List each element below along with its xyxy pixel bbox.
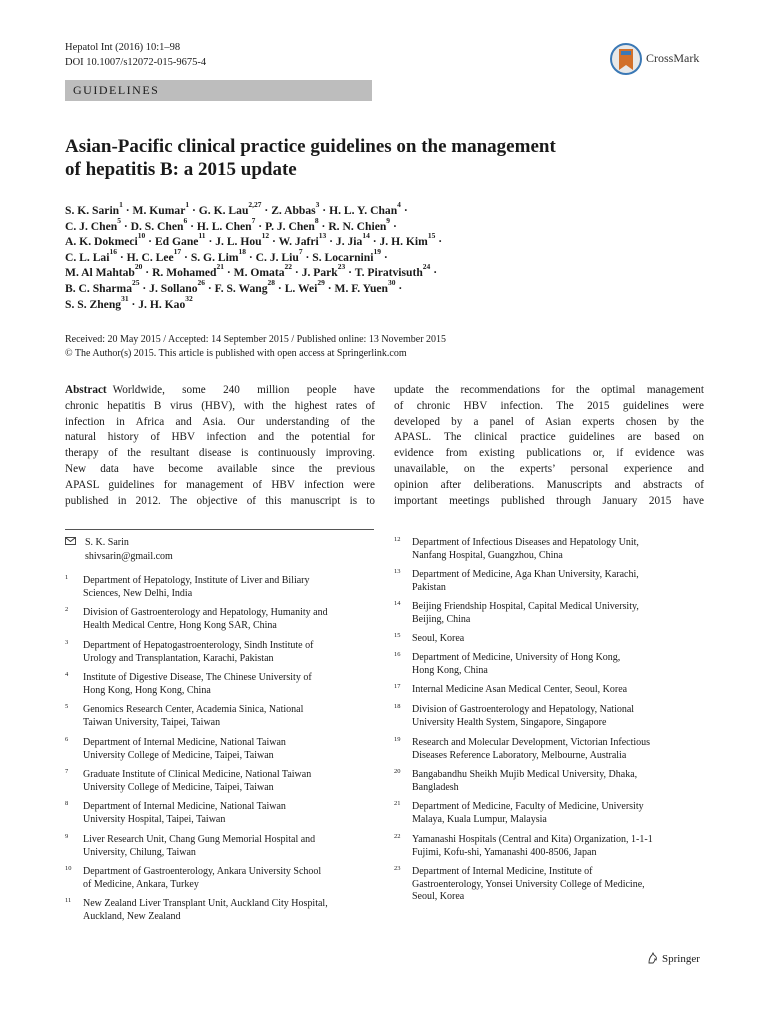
author-name: H. C. Lee [126, 250, 174, 264]
affiliation-line: Pakistan [412, 581, 446, 593]
author-separator: · [116, 250, 127, 264]
author-name: R. Mohamed [152, 266, 217, 280]
affiliation-line: Seoul, Korea [412, 891, 465, 903]
affiliation-number: 4 [65, 671, 69, 678]
affiliation-line: Department of Internal Medicine, Institute of [412, 866, 593, 877]
author-affiliation-ref[interactable]: 8 [314, 215, 319, 225]
abstract-text: infection in Africa and Asia. Our understanding of the [65, 415, 375, 428]
author-affiliation-ref[interactable]: 26 [197, 277, 205, 287]
affiliation-line: Urology and Transplantation, Karachi, Pakistan [83, 652, 274, 664]
affiliation-line: University College of Medicine, Taipei, Taiwan [83, 749, 274, 761]
affiliation-line: Nanfang Hospital, Guangzhou, China [412, 549, 563, 561]
author-name: J. H. Kim [379, 235, 428, 249]
affiliation-text [412, 704, 704, 729]
author-separator: · [302, 250, 313, 264]
affiliation-text [83, 866, 375, 891]
affiliation-line: Beijing Friendship Hospital, Capital Medical University, [412, 601, 639, 612]
affiliation-line: Department of Infectious Diseases and Hepatology Unit, [412, 537, 639, 548]
affiliation-text [412, 801, 704, 826]
author-separator: · [430, 266, 438, 280]
affiliation-line: Division of Gastroenterology and Hepatology, National [412, 704, 635, 715]
author-separator: · [400, 204, 408, 217]
author-affiliation-ref[interactable]: 21 [216, 262, 224, 272]
author-name: C. L. Lai [65, 250, 110, 264]
affiliation-line: University Health System, Singapore, Singapore [412, 716, 607, 728]
author-name: S. Locarnini [312, 250, 374, 264]
publisher-logo [647, 952, 700, 966]
abstract-text: therapy of the resultant disease is continuously improving. [65, 447, 375, 460]
author-name: H. L. Chen [196, 219, 252, 233]
affiliation-line: Graduate Institute of Clinical Medicine, National Taiwan [83, 769, 312, 780]
author-separator: · [345, 266, 355, 280]
affiliation-number: 1 [65, 574, 69, 581]
affiliation-line: Malaya, Kuala Lumpur, Malaysia [412, 813, 547, 825]
affiliation-line: Department of Internal Medicine, National Taiwan [83, 737, 286, 748]
author-separator: · [395, 281, 403, 295]
affiliation-text [412, 537, 704, 562]
author-affiliation-ref[interactable]: 11 [198, 231, 206, 241]
affiliation-text [412, 866, 704, 904]
journal-citation: Hepatol Int (2016) 10:1–98 [65, 42, 181, 53]
affiliation-line: Seoul, Korea [412, 633, 465, 644]
affiliation-line: Health Medical Centre, Hong Kong SAR, China [83, 619, 277, 631]
author-affiliation-ref[interactable]: 7 [298, 246, 303, 256]
affiliation-line: Auckland, New Zealand [83, 910, 181, 922]
affiliation-line: Liver Research Unit, Chang Gung Memorial Hospital and [83, 834, 316, 845]
affiliation-line: of Medicine, Ankara, Turkey [83, 878, 199, 890]
affiliation-number: 19 [394, 736, 401, 743]
author-name: S. S. Zheng [65, 297, 122, 311]
affiliation-number: 21 [394, 800, 401, 807]
affiliation-line: Division of Gastroenterology and Hepatology, Humanity and [83, 607, 328, 618]
author-affiliation-ref[interactable]: 32 [185, 293, 193, 303]
affiliation-number: 14 [394, 600, 401, 607]
affiliation-line: Genomics Research Center, Academia Sinica, National [83, 704, 304, 715]
affiliation-number: 8 [65, 800, 69, 807]
springer-horse-icon [647, 952, 659, 964]
author-affiliation-ref[interactable]: 30 [388, 277, 396, 287]
affiliation-text [83, 704, 375, 729]
affiliation-number: 11 [65, 897, 72, 904]
author-separator: · [319, 204, 330, 217]
author-name: P. J. Chen [265, 219, 315, 233]
title-line: of hepatitis B: a 2015 update [65, 159, 297, 180]
affiliation-number: 10 [65, 865, 72, 872]
affiliation-line: Taiwan University, Taipei, Taiwan [83, 716, 221, 728]
author-separator: · [120, 219, 131, 233]
abstract-text: unavailable, on the experts’ personal experience and [394, 462, 704, 475]
author-separator: · [324, 281, 335, 295]
author-affiliation-ref[interactable]: 18 [238, 246, 246, 256]
author-name: W. Jafri [278, 235, 319, 249]
author-name: J. Sollano [149, 281, 198, 295]
affiliation-line: Research and Molecular Development, Victorian Infectious [412, 737, 651, 748]
author-affiliation-ref[interactable]: 15 [427, 231, 436, 241]
author-name: Z. Abbas [271, 204, 316, 217]
author-separator: · [292, 266, 302, 280]
affiliation-line: Hong Kong, Hong Kong, China [83, 684, 211, 696]
author-separator: · [269, 235, 279, 249]
affiliation-text [412, 601, 704, 626]
author-name: J. Jia [335, 235, 363, 249]
author-affiliation-ref[interactable]: 16 [109, 246, 117, 256]
author-name: C. J. Liu [255, 250, 299, 264]
author-name: B. C. Sharma [65, 281, 132, 295]
affiliation-number: 13 [394, 568, 401, 575]
author-affiliation-ref[interactable]: 31 [121, 293, 129, 303]
author-name: L. Wei [284, 281, 318, 295]
affiliation-line: Beijing, China [412, 613, 471, 625]
affiliation-number: 2 [65, 606, 69, 613]
author-affiliation-ref[interactable]: 7 [251, 215, 256, 225]
affiliation-text [412, 769, 704, 794]
affiliation-line: Sciences, New Delhi, India [83, 587, 193, 599]
author-name: C. J. Chen [65, 219, 118, 233]
affiliation-text [83, 640, 375, 665]
author-name: J. L. Hou [215, 235, 262, 249]
abstract-text: opinion after deliberations. Manuscripts and abstracts of [394, 478, 704, 491]
author-separator: · [139, 281, 150, 295]
affiliation-line: Internal Medicine Asan Medical Center, Seoul, Korea [412, 684, 628, 695]
affiliation-number: 12 [394, 536, 401, 543]
author-separator: · [122, 204, 133, 217]
abstract-text: important meetings published through January 2015 have [394, 494, 704, 507]
affiliation-line: Bangladesh [412, 781, 459, 793]
author-name: F. S. Wang [214, 281, 268, 295]
author-separator: · [205, 235, 216, 249]
affiliation-text [83, 672, 375, 697]
abstract-text: evidence from existing publications or, if evidence was [394, 447, 704, 460]
affiliation-number: 7 [65, 768, 69, 775]
affiliation-number: 18 [394, 703, 401, 710]
affiliation-line: Department of Hepatogastroenterology, Sindh Institute of [83, 640, 314, 651]
affiliation-text [83, 834, 375, 859]
author-affiliation-ref[interactable]: 20 [134, 262, 143, 272]
affiliation-line: Department of Hepatology, Institute of Liver and Biliary [83, 575, 310, 586]
affiliation-text [412, 652, 704, 677]
affiliation-text [83, 769, 375, 794]
received-line: Received: 20 May 2015 / Accepted: 14 September 2015 / Published online: 13 November 2015 [65, 334, 447, 345]
section-tag: GUIDELINES [65, 80, 372, 101]
author-name: S. K. Sarin [65, 204, 120, 217]
affiliation-line: Fujimi, Kofu-shi, Yamanashi 400-8506, Japan [412, 846, 597, 858]
affiliation-line: University, Chilung, Taiwan [83, 846, 196, 858]
affiliation-text [83, 898, 375, 923]
affiliation-number: 23 [394, 865, 401, 872]
affiliation-number: 16 [394, 651, 401, 658]
author-affiliation-ref[interactable]: 17 [173, 246, 182, 256]
author-name: A. K. Dokmeci [65, 235, 138, 249]
author-affiliation-ref[interactable]: 12 [261, 231, 270, 241]
author-affiliation-ref[interactable]: 14 [362, 231, 370, 241]
author-affiliation-ref[interactable]: 25 [132, 277, 140, 287]
author-separator: · [275, 281, 285, 295]
affiliation-line: New Zealand Liver Transplant Unit, Auckland City Hospital, [83, 898, 328, 909]
affiliation-line: Gastroenterology, Yonsei University College of Medicine, [412, 878, 645, 890]
author-separator: · [205, 281, 215, 295]
affiliation-number: 3 [65, 639, 69, 646]
license-line: © The Author(s) 2015. This article is published with open access at Springerlink.com [65, 348, 407, 359]
author-name: D. S. Chen [130, 219, 184, 233]
affiliation-text [83, 607, 375, 632]
author-affiliation-ref[interactable]: 1 [119, 200, 123, 209]
abstract-text: natural history of HBV infection and the potential for [65, 431, 375, 444]
abstract-text: chronic hepatitis B virus (HBV), with the highest rates of [65, 399, 375, 412]
author-separator: · [189, 204, 199, 217]
author-affiliation-ref[interactable]: 22 [284, 262, 293, 272]
author-affiliation-ref[interactable]: 23 [337, 262, 346, 272]
affiliation-number: 22 [394, 833, 401, 840]
author-separator: · [369, 235, 380, 249]
author-affiliation-ref[interactable]: 13 [318, 231, 327, 241]
affiliation-number: 17 [394, 683, 401, 690]
author-separator: · [223, 266, 234, 280]
author-separator: · [255, 219, 266, 233]
affiliation-line: Institute of Digestive Disease, The Chinese University of [83, 672, 312, 683]
affiliation-line: Department of Internal Medicine, National Taiwan [83, 801, 286, 812]
abstract-text: Worldwide, some 240 million people have [112, 384, 375, 396]
affiliation-text [83, 737, 375, 762]
author-name: M. Omata [233, 266, 285, 280]
author-affiliation-ref[interactable]: 5 [117, 215, 121, 225]
affiliation-text [412, 737, 704, 762]
author-separator: · [390, 219, 397, 233]
author-name: J. Park [301, 266, 338, 280]
affiliation-line: Yamanashi Hospitals (Central and Kita) Organization, 1-1-1 [412, 834, 653, 845]
abstract-text: update the recommendations for the optimal management [394, 384, 704, 396]
author-separator: · [145, 235, 155, 249]
title-line: Asian-Pacific clinical practice guidelines on the management [65, 136, 556, 157]
affiliation-line: Bangabandhu Sheikh Mujib Medical University, Dhaka, [412, 769, 638, 780]
affiliation-line: Hong Kong, China [412, 664, 488, 676]
author-name: S. G. Lim [190, 250, 239, 264]
author-separator: · [380, 250, 388, 264]
affiliation-text [412, 684, 704, 697]
author-affiliation-ref[interactable]: 4 [397, 200, 401, 209]
author-separator: · [435, 235, 443, 249]
author-name: H. L. Y. Chan [329, 204, 398, 217]
abstract-heading: Abstract [65, 384, 107, 396]
corresponding-name: S. K. Sarin [85, 537, 129, 548]
author-separator: · [181, 250, 191, 264]
abstract-text: APASL. The clinical practice guidelines are based on [394, 431, 704, 444]
affiliation-text [412, 834, 704, 859]
affiliation-line: Diseases Reference Laboratory, Melbourne, Australia [412, 749, 627, 761]
author-name: M. F. Yuen [334, 281, 389, 295]
abstract-text: developed by a panel of Asian experts chosen by the [394, 415, 704, 428]
author-affiliation-ref[interactable]: 1 [185, 200, 190, 209]
abstract-text: APASL guidelines for management of HBV infection were [65, 478, 375, 491]
author-separator: · [245, 250, 256, 264]
author-separator: · [318, 219, 329, 233]
affiliation-text [83, 801, 375, 826]
author-separator: · [142, 266, 153, 280]
author-affiliation-ref[interactable]: 9 [386, 215, 391, 225]
author-name: J. H. Kao [138, 297, 186, 311]
author-separator: · [261, 204, 272, 217]
affiliation-number: 15 [394, 632, 401, 639]
author-name: T. Piratvisuth [354, 266, 423, 280]
affiliation-number: 9 [65, 833, 69, 840]
affiliation-line: University Hospital, Taipei, Taiwan [83, 813, 226, 825]
abstract-text: New data have become available since the previous [65, 462, 375, 475]
author-name: Ed Gane [154, 235, 199, 249]
affiliation-line: Department of Medicine, University of Hong Kong, [412, 652, 621, 663]
author-name: M. Al Mahtab [65, 266, 135, 280]
author-affiliation-ref[interactable]: 2,27 [248, 200, 262, 209]
publisher-name: Springer [662, 953, 700, 965]
author-separator: · [326, 235, 336, 249]
author-name: G. K. Lau [198, 204, 249, 217]
affiliation-number: 6 [65, 736, 69, 743]
corresponding-email[interactable]: shivsarin@gmail.com [85, 551, 173, 562]
affiliations-right [394, 0, 704, 1024]
affiliation-line: Department of Medicine, Faculty of Medicine, University [412, 801, 644, 812]
author-affiliation-ref[interactable]: 19 [373, 246, 381, 256]
author-affiliation-ref[interactable]: 10 [137, 231, 146, 241]
affiliation-text [412, 569, 704, 594]
author-separator: · [128, 297, 139, 311]
author-name: M. Kumar [132, 204, 186, 217]
affiliation-line: Department of Medicine, Aga Khan University, Karachi, [412, 569, 639, 580]
author-affiliation-ref[interactable]: 3 [315, 200, 320, 209]
abstract-text: of chronic HBV infection. The 2015 guidelines were [394, 399, 704, 412]
author-affiliation-ref[interactable]: 24 [422, 262, 431, 272]
affiliation-number: 5 [65, 703, 69, 710]
affiliation-text [83, 575, 375, 600]
affiliation-text [412, 633, 704, 646]
affiliation-line: Department of Gastroenterology, Ankara University School [83, 866, 322, 877]
affiliations-left [65, 0, 375, 1024]
affiliation-number: 20 [394, 768, 401, 775]
author-affiliation-ref[interactable]: 6 [183, 215, 188, 225]
abstract-text: published in 2012. The objective of this manuscript is to [65, 494, 375, 507]
author-affiliation-ref[interactable]: 28 [267, 277, 276, 287]
affiliation-line: University College of Medicine, Taipei, Taiwan [83, 781, 274, 793]
author-affiliation-ref[interactable]: 29 [317, 277, 325, 287]
crossmark-label: CrossMark [646, 51, 700, 65]
author-separator: · [187, 219, 197, 233]
doi[interactable]: DOI 10.1007/s12072-015-9675-4 [65, 57, 207, 68]
author-name: R. N. Chien [328, 219, 387, 233]
